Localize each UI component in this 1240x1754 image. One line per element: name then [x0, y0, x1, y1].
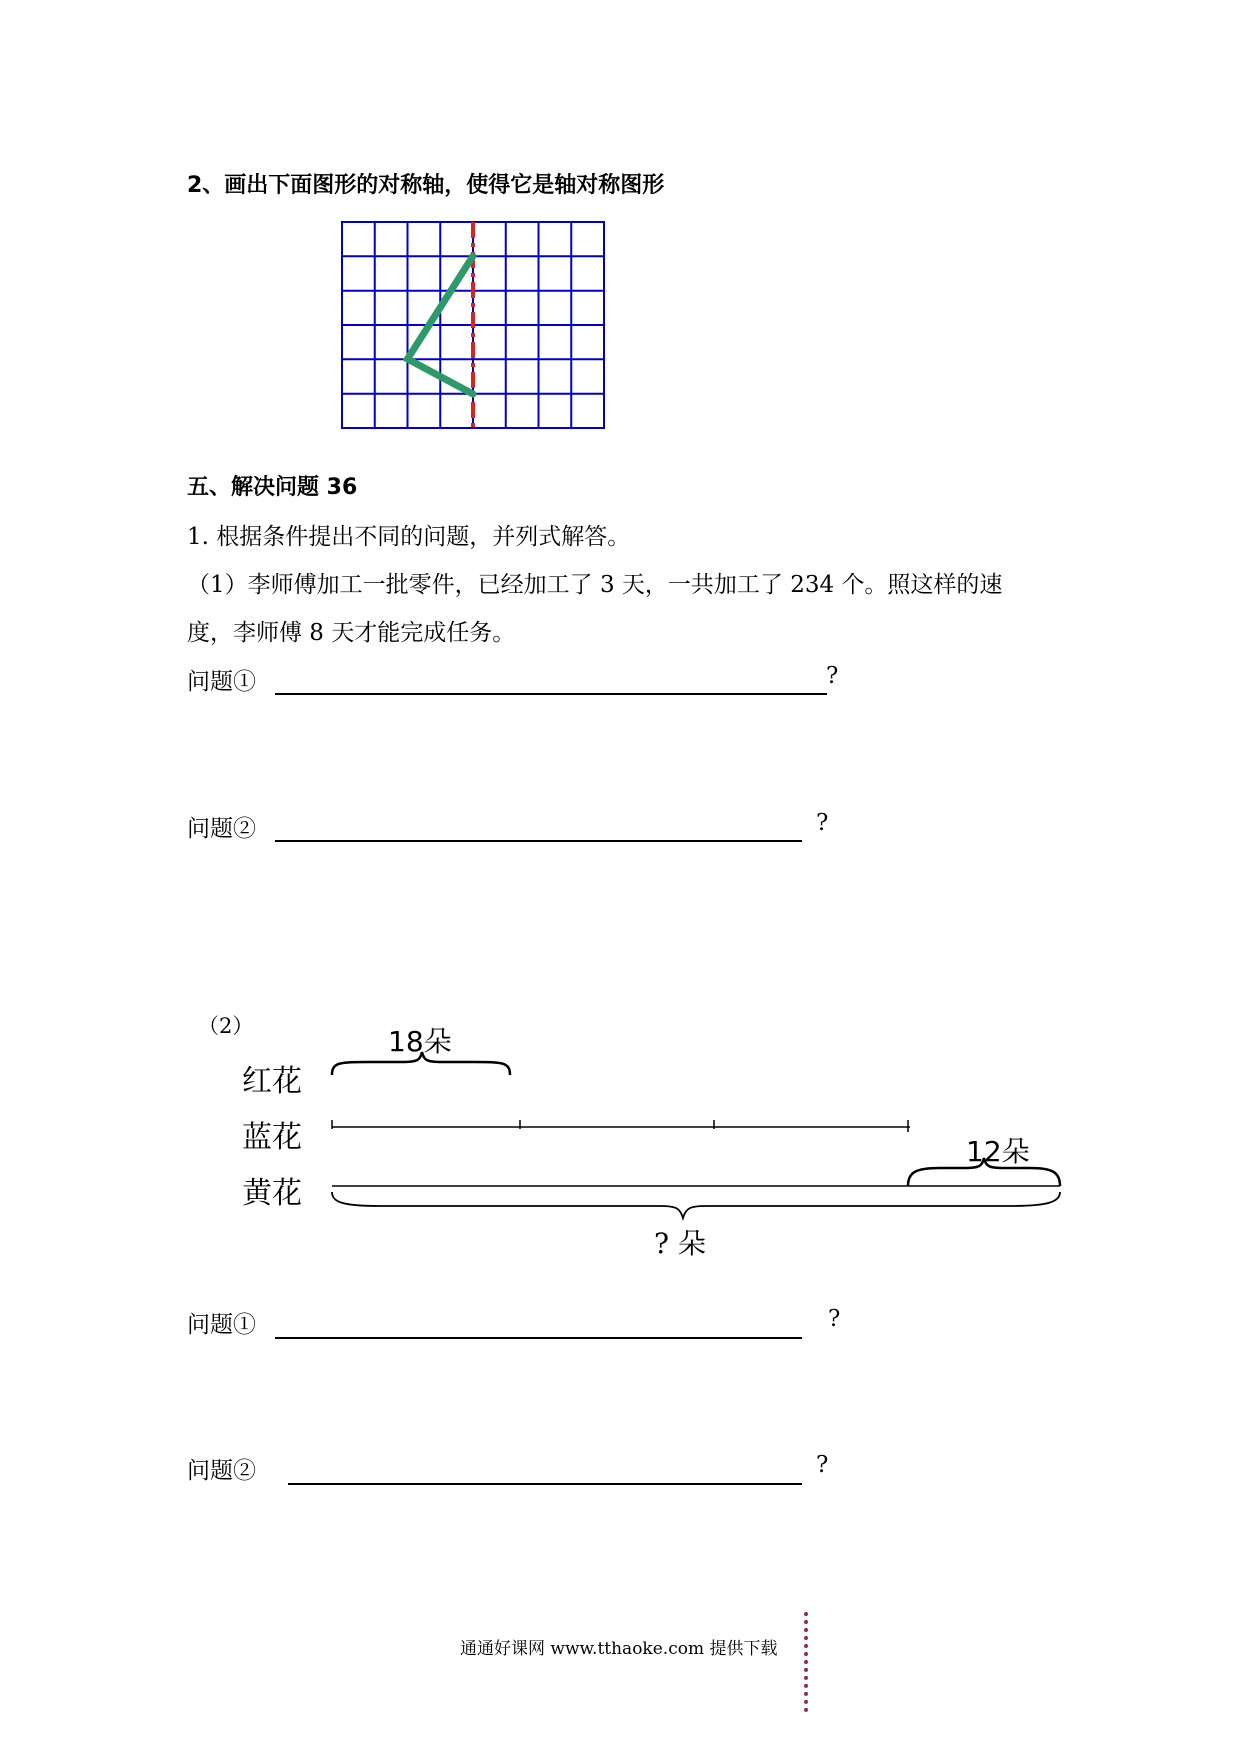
answer-line-2[interactable]: [275, 840, 802, 842]
answer-line-3[interactable]: [275, 1337, 802, 1339]
footer-dotted-bar: [804, 1612, 808, 1712]
question-2-label: 问题②: [187, 816, 256, 842]
bar-model-diagram: [320, 1050, 1070, 1230]
yellow-flower-label: 黄花: [242, 1176, 302, 1211]
red-flower-brace: [332, 1052, 510, 1075]
yellow-extra-brace: [908, 1158, 1060, 1186]
part-2-label: （2）: [198, 1014, 254, 1038]
question-mark-1: ?: [826, 663, 839, 689]
red-flower-label: 红花: [242, 1064, 302, 1099]
problem-1-intro: 1. 根据条件提出不同的问题，并列式解答。: [187, 524, 631, 550]
symmetry-grid-figure: [340, 220, 608, 432]
answer-line-4[interactable]: [288, 1483, 802, 1485]
total-brace: [332, 1192, 1060, 1218]
question-2-label-part-2: 问题②: [187, 1458, 256, 1484]
question-1-label-part-2: 问题①: [187, 1312, 256, 1338]
question-1-label: 问题①: [187, 669, 256, 695]
section-5-title: 五、解决问题 36: [187, 475, 358, 500]
yellow-extra-amount: 12朵: [966, 1135, 1030, 1168]
problem-1-text-line-1: （1）李师傅加工一批零件，已经加工了 3 天，一共加工了 234 个。照这样的速: [187, 572, 1003, 598]
question-mark-4: ?: [816, 1452, 829, 1478]
total-amount: ? 朵: [654, 1227, 706, 1260]
question-mark-3: ?: [828, 1306, 841, 1332]
footer-text: 通通好课网 www.tthaoke.com 提供下载: [460, 1639, 778, 1659]
blue-flower-label: 蓝花: [242, 1120, 302, 1155]
problem-1-text-line-2: 度，李师傅 8 天才能完成任务。: [187, 620, 516, 646]
question-2-title: 2、画出下面图形的对称轴，使得它是轴对称图形: [187, 173, 665, 198]
red-flower-amount: 18朵: [388, 1025, 452, 1058]
question-mark-2: ?: [816, 810, 829, 836]
answer-line-1[interactable]: [275, 693, 827, 695]
